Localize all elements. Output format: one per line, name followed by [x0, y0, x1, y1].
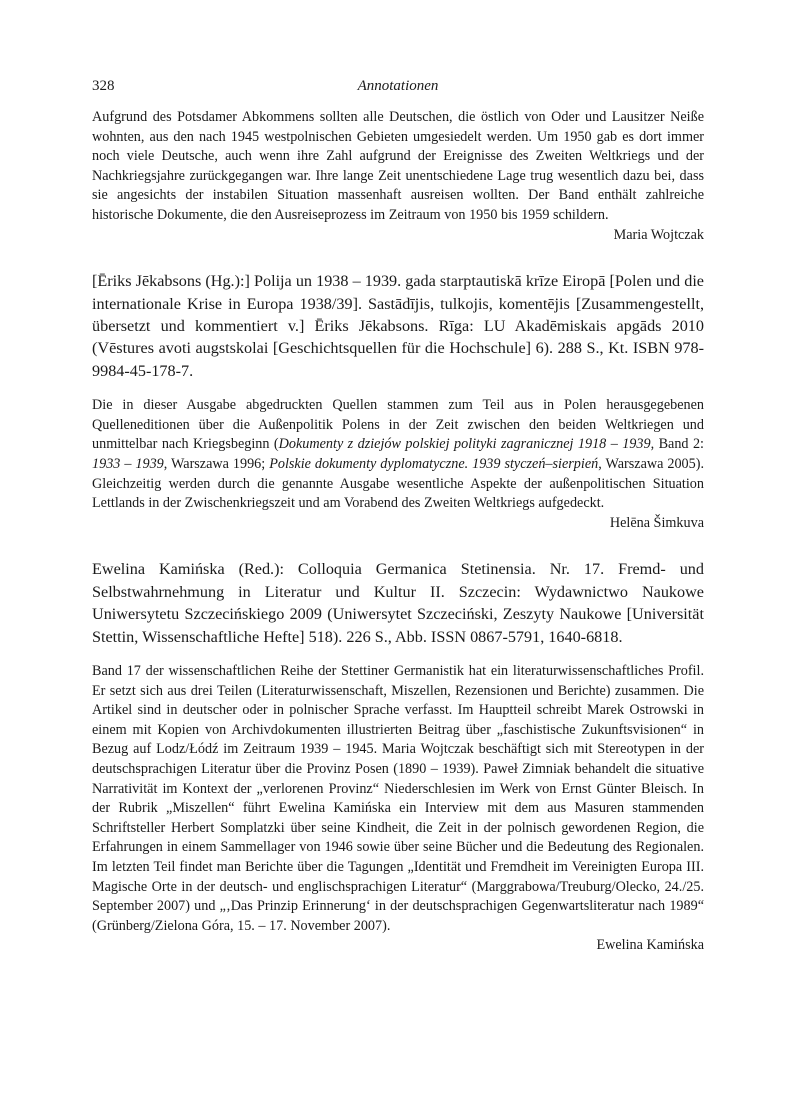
annotation-author: Maria Wojtczak	[613, 226, 704, 243]
annotation-author: Helēna Šimkuva	[609, 514, 704, 531]
annotation-entry-1	[92, 108, 704, 245]
annotation-text-part: , Band 2:	[650, 436, 704, 453]
bibliographic-citation: Ewelina Kamińska (Red.): Colloquia Germanica Stetinensia. Nr. 17. Fremd- und Selbstwahrnehmung in Literatur und Kultur II. Szczecin: Wydawnictwo Naukowe Uniwersytetu Szczecińskiego 2009 (Uniwersytet Szczeciński, Zeszyty Naukowe [Universität Stettin, Wissenschaftliche Hefte] 518). 226 S., Abb. ISSN 0867-5791, 1640-6818.	[92, 560, 704, 646]
page-header	[92, 78, 704, 108]
annotation-author: Ewelina Kamińska	[596, 937, 704, 954]
bibliographic-citation: [Ēriks Jēkabsons (Hg.):] Polija un 1938 – 1939. gada starptautiskā krīze Eiropā [Polen und die internationale Krise in Europa 1938/39]. Sastādījis, tulkojis, komentējis [Zusammengestellt, übersetzt und kommentiert v.] Ēriks Jēkabsons. Rīga: LU Akadēmiskais apgāds 2010 (Vēstures avoti augstskolai [Geschichtsquellen für die Hochschule] 6). 288 S., Kt. ISBN 978-9984-45-178-7.	[92, 272, 704, 380]
annotation-entry-3	[92, 558, 704, 956]
annotation-text-part: , Warszawa 1996;	[163, 455, 270, 472]
document-page	[92, 0, 704, 956]
annotation-entry-2	[92, 270, 704, 533]
cited-title: Polskie dokumenty dyplomatyczne. 1939 styczeń–sierpień	[269, 455, 599, 472]
annotation-text-part: , Warszawa 2005). Gleichzeitig werden durch die genannte Ausgabe wesentliche Aspekte der außenpolitischen Situation Lettlands in der Zwischenkriegszeit und am Vorabend des Zweiten Weltkriegs aufgedeckt.	[92, 455, 705, 512]
cited-title: 1933 – 1939	[92, 455, 164, 472]
annotation-text-part: Die in dieser Ausgabe abgedruckten Quellen stammen zum Teil aus in Polen herausgegebenen Quelleneditionen über die Außenpolitik Polens in der Zeit zwischen den beiden Weltkriegen und unmittelbar nach Kriegsbeginn (	[92, 397, 704, 453]
running-title: Annotationen	[357, 78, 439, 94]
annotation-text: Band 17 der wissenschaftlichen Reihe der Stettiner Germanistik hat ein literaturwissenschaftliches Profil. Er setzt sich aus drei Teilen (Literaturwissenschaft, Miszellen, Rezensionen und Berichte) zusammen. Die Artikel sind in deutscher oder in polnischer Sprache verfasst. Im Hauptteil schreibt Marek Ostrowski in einem mit Kopien von Archivdokumenten illustrierten Beitrag über „faschistische Zukunftsvisionen“ in Bezug auf Lodz/Łódź im Zeitraum 1939 – 1945. Maria Wojtczak beschäftigt sich mit Stereotypen in der deutschsprachigen Literatur über die Provinz Posen (1890 – 1939). Paweł Zimniak behandelt die situative Narrativität im Kontext der „verlorenen Provinz“ Niederschlesien im Werk von Ernst Günter Bleisch. In der Rubrik „Miszellen“ führt Ewelina Kamińska ein Interview mit dem aus Masuren stammenden Schriftsteller Herbert Somplatzki über seine Kindheit, die Zeit in der polnisch gewordenen Region, die Erfahrungen in einem Sammellager von 1946 sowie über seine Bücher und die Bedeutung des Regionalen. Im letzten Teil findet man Berichte über die Tagungen „Identität und Fremdheit im Vereinigten Europa III. Magische Orte in der deutsch- und englischsprachigen Literatur“ (Marggrabowa/Treuburg/Olecko, 24./25. September 2007) und „‚Das Prinzip Erinnerung‘ in der deutschsprachigen Gegenwartsliteratur nach 1989“ (Grünberg/Zielona Góra, 15. – 17. November 2007).	[92, 662, 704, 934]
cited-title: Dokumenty z dziejów polskiej polityki zagranicznej 1918 – 1939	[278, 436, 651, 453]
annotation-text	[92, 396, 704, 514]
annotation-text: Aufgrund des Potsdamer Abkommens sollten alle Deutschen, die östlich von Oder und Lausitzer Neiße wohnten, aus den nach 1945 westpolnischen Gebieten umgesiedelt werden. Um 1950 gab es dort immer noch viele Deutsche, auch wenn ihre Zahl aufgrund der Ereignisse des Zweiten Weltkriegs und der Nachkriegsjahre zurückgegangen war. Ihre lange Zeit unentschiedene Lage trug wesentlich dazu bei, dass sie angesichts der instabilen Situation massenhaft ausreisen wollten. Der Band enthält zahlreiche historische Dokumente, die den Ausreiseprozess im Zeitraum von 1950 bis 1959 schildern.	[92, 109, 704, 223]
page-number: 328	[92, 78, 115, 94]
